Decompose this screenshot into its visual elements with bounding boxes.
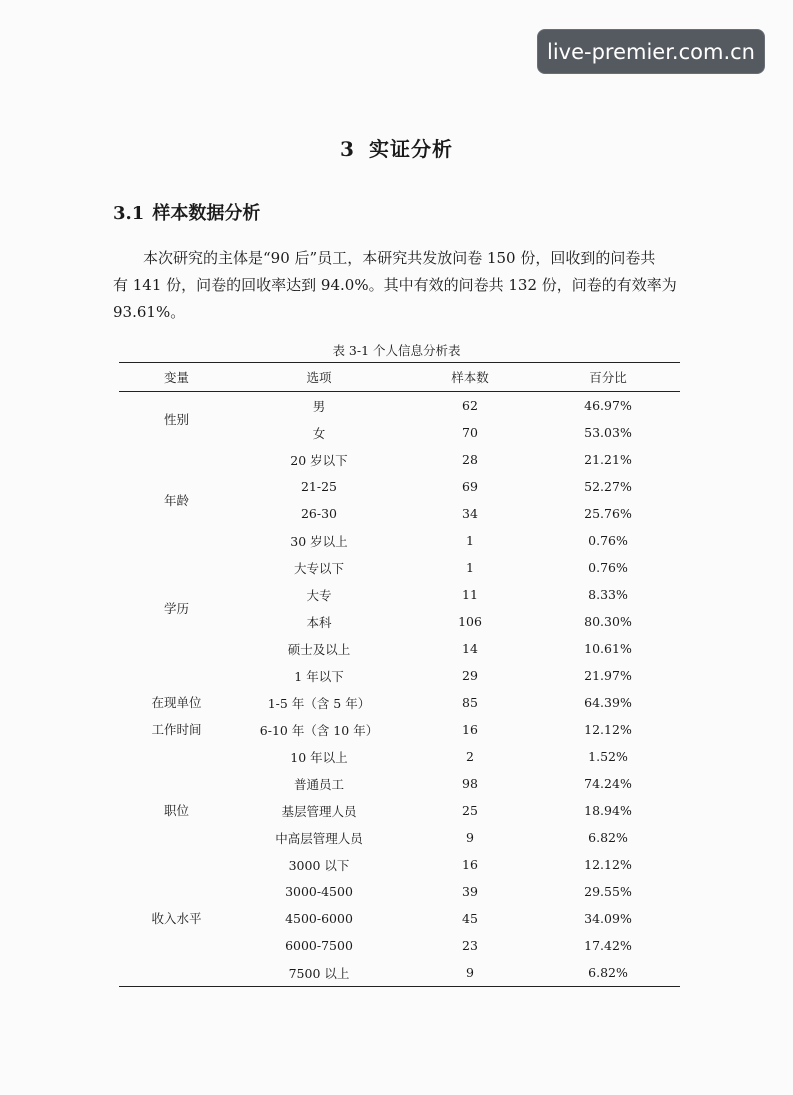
percent-cell: 34.09% — [584, 911, 632, 926]
count-cell: 25 — [462, 803, 478, 818]
percent-cell: 25.76% — [584, 506, 632, 521]
percent-cell: 17.42% — [584, 938, 632, 953]
option-cell: 20 岁以下 — [290, 452, 348, 468]
percent-cell: 8.33% — [588, 587, 628, 602]
option-cell: 大专以下 — [293, 560, 344, 576]
percent-cell: 10.61% — [584, 641, 632, 656]
variable-cell — [119, 662, 234, 770]
count-cell: 106 — [458, 614, 482, 629]
percent-cell: 21.21% — [584, 452, 632, 467]
percent-cell: 29.55% — [584, 884, 632, 899]
percent-cell: 1.52% — [588, 749, 628, 764]
option-cell: 6000-7500 — [285, 938, 353, 953]
option-cell: 7500 以上 — [288, 965, 350, 981]
option-cell: 30 岁以上 — [290, 533, 348, 549]
option-cell: 本科 — [306, 614, 332, 630]
table-row — [119, 446, 680, 473]
option-cell: 10 年以上 — [290, 749, 348, 765]
percent-cell: 80.30% — [584, 614, 632, 629]
percent-cell: 0.76% — [588, 560, 628, 575]
percent-cell: 6.82% — [588, 965, 628, 980]
body-paragraph — [113, 245, 688, 326]
option-cell: 大专 — [306, 587, 332, 603]
option-cell: 4500-6000 — [285, 911, 353, 926]
count-cell: 1 — [466, 560, 474, 575]
count-cell: 85 — [462, 695, 478, 710]
table-row — [119, 554, 680, 581]
variable-cell — [119, 851, 234, 987]
count-cell: 70 — [462, 425, 478, 440]
count-cell: 69 — [462, 479, 478, 494]
section-number: 3.1 — [113, 203, 145, 224]
option-cell: 女 — [312, 425, 326, 441]
percent-cell: 12.12% — [584, 857, 632, 872]
header-percent: 百分比 — [589, 370, 627, 385]
variable-cell — [119, 770, 234, 851]
count-cell: 28 — [462, 452, 478, 467]
count-cell: 14 — [462, 641, 478, 656]
chapter-title-text: 实证分析 — [368, 137, 453, 161]
paragraph-line: 有 141 份，问卷的回收率达到 94.0%。其中有效的问卷共 132 份，问卷的有效率为 — [113, 276, 677, 294]
percent-cell: 46.97% — [584, 398, 632, 413]
variable-cell — [119, 392, 234, 447]
percent-cell: 18.94% — [584, 803, 632, 818]
count-cell: 98 — [462, 776, 478, 791]
paragraph-line: 93.61%。 — [113, 303, 186, 321]
count-cell: 29 — [462, 668, 478, 683]
count-cell: 23 — [462, 938, 478, 953]
personal-info-table — [119, 362, 680, 987]
table-caption: 表 3-1 个人信息分析表 — [332, 343, 461, 358]
variable-label: 学历 — [163, 600, 189, 616]
count-cell: 39 — [462, 884, 478, 899]
count-cell: 9 — [466, 965, 474, 980]
table-row — [119, 392, 680, 420]
count-cell: 11 — [462, 587, 478, 602]
option-cell: 6-10 年（含 10 年） — [259, 722, 379, 738]
percent-cell: 21.97% — [584, 668, 632, 683]
count-cell: 16 — [462, 722, 478, 737]
option-cell: 1-5 年（含 5 年） — [267, 695, 371, 711]
percent-cell: 12.12% — [584, 722, 632, 737]
count-cell: 2 — [466, 749, 474, 764]
variable-label: 在现单位 — [151, 695, 202, 710]
header-count: 样本数 — [451, 370, 489, 385]
count-cell: 16 — [462, 857, 478, 872]
header-option: 选项 — [306, 370, 332, 385]
option-cell: 3000 以下 — [288, 857, 350, 873]
variable-cell — [119, 554, 234, 662]
table-body — [119, 392, 680, 987]
option-cell: 硕士及以上 — [287, 641, 351, 657]
chapter-title — [0, 133, 793, 162]
option-cell: 3000-4500 — [285, 884, 353, 899]
percent-cell: 6.82% — [588, 830, 628, 845]
chapter-number: 3 — [340, 137, 355, 161]
percent-cell: 53.03% — [584, 425, 632, 440]
table-row — [119, 851, 680, 878]
table-header-row — [119, 363, 680, 392]
count-cell: 9 — [466, 830, 474, 845]
table-row — [119, 770, 680, 797]
watermark: live-premier.com.cn — [537, 29, 765, 74]
percent-cell: 0.76% — [588, 533, 628, 548]
percent-cell: 64.39% — [584, 695, 632, 710]
variable-label: 收入水平 — [151, 911, 202, 926]
section-title — [113, 199, 260, 225]
variable-label: 职位 — [163, 803, 189, 818]
percent-cell: 52.27% — [584, 479, 632, 494]
option-cell: 中高层管理人员 — [275, 830, 363, 846]
count-cell: 45 — [462, 911, 478, 926]
variable-label: 性别 — [163, 411, 189, 427]
option-cell: 基层管理人员 — [281, 803, 357, 819]
option-cell: 普通员工 — [293, 776, 344, 792]
variable-label: 年龄 — [163, 492, 189, 508]
paragraph-line: 本次研究的主体是“90 后”员工，本研究共发放问卷 150 份，回收到的问卷共 — [143, 249, 656, 267]
variable-cell — [119, 446, 234, 554]
header-variable: 变量 — [163, 370, 189, 385]
count-cell: 1 — [466, 533, 474, 548]
section-title-text: 样本数据分析 — [152, 203, 261, 224]
table-row — [119, 662, 680, 689]
variable-label: 工作时间 — [151, 722, 202, 737]
option-cell: 26-30 — [300, 506, 338, 521]
count-cell: 34 — [462, 506, 478, 521]
count-cell: 62 — [462, 398, 478, 413]
option-cell: 21-25 — [300, 479, 338, 494]
option-cell: 男 — [312, 398, 326, 414]
percent-cell: 74.24% — [584, 776, 632, 791]
option-cell: 1 年以下 — [294, 668, 344, 684]
